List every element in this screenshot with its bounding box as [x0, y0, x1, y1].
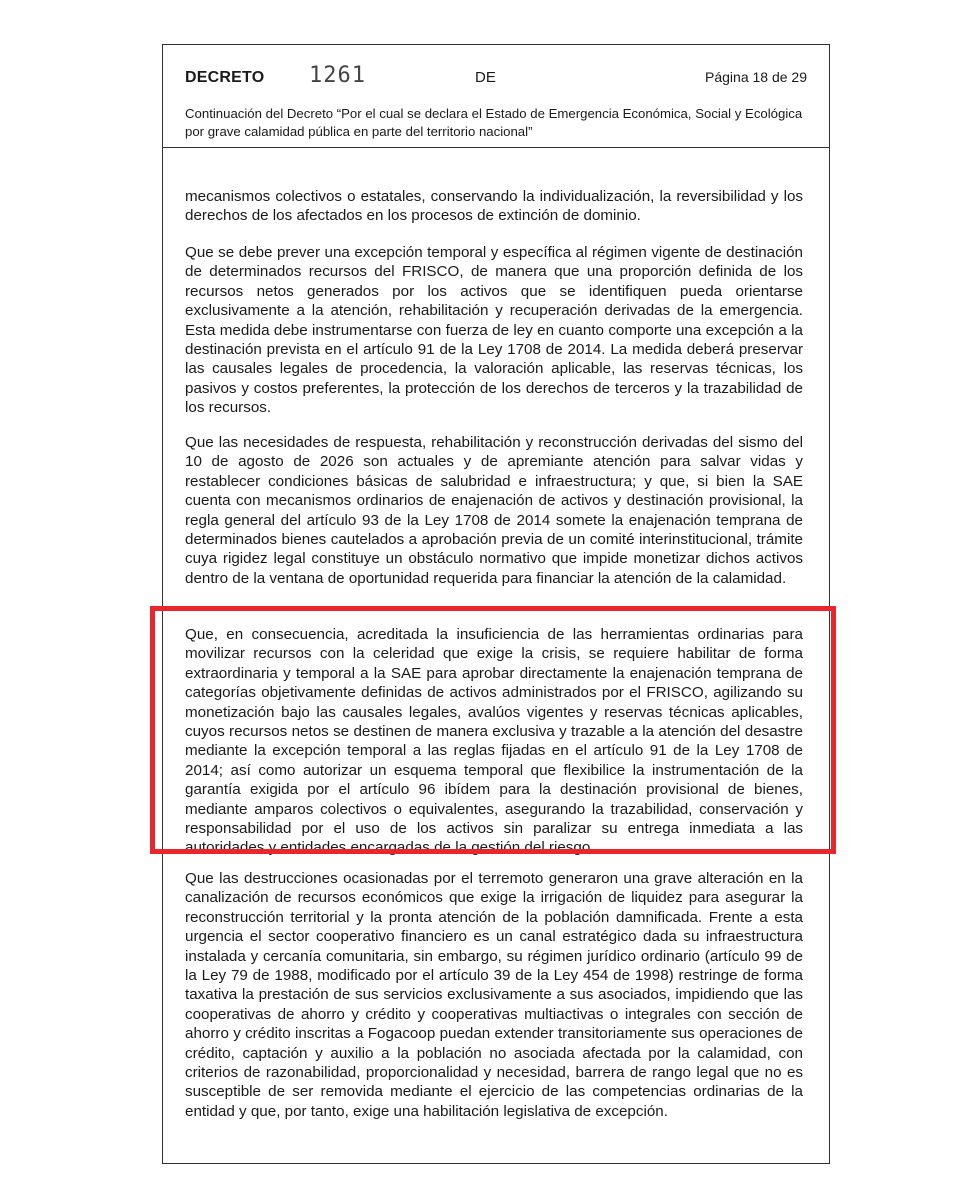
- continuation-title: Continuación del Decreto “Por el cual se declara el Estado de Emergencia Económica, Social y Ecológica por grave calamidad pública en parte del territorio nacional”: [185, 106, 803, 139]
- date-label: DE: [475, 69, 496, 86]
- decree-label: DECRETO: [185, 69, 265, 86]
- document-page: [162, 44, 830, 1164]
- paragraph-4-highlighted: Que, en consecuencia, acreditada la insuficiencia de las herramientas ordinarias para movilizar recursos con la celeridad que exige la crisis, se requiere habilitar de forma extraordinaria y temporal a la SAE para aprobar directamente la enajenación temprana de categorías objetivamente definidas de activos administrados por el FRISCO, agilizando su monetización bajo las causales legales, avalúos vigentes y reservas técnicas aplicables, cuyos recursos netos se destinen de manera exclusiva y trazable a la atención del desastre mediante la excepción temporal a las reglas fijadas en el artículo 91 de la Ley 1708 de 2014; así como autorizar un esquema temporal que flexibilice la instrumentación de la garantía exigida por el artículo 96 ibídem para la destinación provisional de bienes, mediante amparos colectivos o equivalentes, asegurando la trazabilidad, conservación y responsabilidad por el uso de los activos sin paralizar su entrega inmediata a las autoridades y entidades encargadas de la gestión del riesgo.: [185, 626, 803, 857]
- decree-number: 1261: [309, 63, 366, 88]
- page-indicator: Página 18 de 29: [705, 69, 807, 85]
- decree-header: [185, 65, 807, 95]
- header-divider: [163, 147, 829, 148]
- highlight-annotation-box: [150, 606, 836, 854]
- paragraph-3: Que las necesidades de respuesta, rehabilitación y reconstrucción derivadas del sismo del 10 de agosto de 2026 son actuales y de apremiante atención para salvar vidas y restablecer condiciones básicas de salubridad e infraestructura; y que, si bien la SAE cuenta con mecanismos ordinarios de enajenación de activos y destinación provisional, la regla general del artículo 93 de la Ley 1708 de 2014 somete la enajenación temprana de determinados bienes cautelados a aprobación previa de un comité interinstitucional, trámite cuya rigidez legal constituye un obstáculo normativo que impide monetizar dichos activos dentro de la ventana de oportunidad requerida para financiar la atención de la calamidad.: [185, 434, 803, 587]
- paragraph-2: Que se debe prever una excepción temporal y específica al régimen vigente de destinación de determinados recursos del FRISCO, de manera que una proporción definida de los recursos netos generados por los activos que se identifiquen pueda orientarse exclusivamente a la atención, rehabilitación y recuperación derivadas de la emergencia. Esta medida debe instrumentarse con fuerza de ley en cuanto comporte una excepción a la destinación prevista en el artículo 91 de la Ley 1708 de 2014. La medida deberá preservar las causales legales de procedencia, la valoración aplicable, las reservas técnicas, los pasivos y costos preferentes, la protección de los derechos de terceros y la trazabilidad de los recursos.: [185, 244, 803, 417]
- paragraph-1: mecanismos colectivos o estatales, conservando la individualización, la reversibilidad y los derechos de los afectados en los procesos de extinción de dominio.: [185, 188, 803, 225]
- paragraph-5: Que las destrucciones ocasionadas por el terremoto generaron una grave alteración en la canalización de recursos económicos que exige la irrigación de liquidez para asegurar la reconstrucción territorial y la pronta atención de la población damnificada. Frente a esta urgencia el sector cooperativo financiero es un canal estratégico dada su infraestructura instalada y cercanía comunitaria, sin embargo, su régimen jurídico ordinario (artículo 99 de la Ley 79 de 1988, modificado por el artículo 39 de la Ley 454 de 1998) restringe de forma taxativa la prestación de sus servicios exclusivamente a sus asociados, impidiendo que las cooperativas de ahorro y crédito y cooperativas multiactivas o integrales con sección de ahorro y crédito inscritas a Fogacoop puedan extender transitoriamente sus operaciones de crédito, captación y auxilio a la población no asociada afectada por la calamidad, con criterios de razonabilidad, proporcionalidad y necesidad, barrera de rango legal que no es susceptible de ser removida mediante el ejercicio de las competencias ordinarias de la entidad y que, por tanto, exige una habilitación legislativa de excepción.: [185, 870, 803, 1120]
